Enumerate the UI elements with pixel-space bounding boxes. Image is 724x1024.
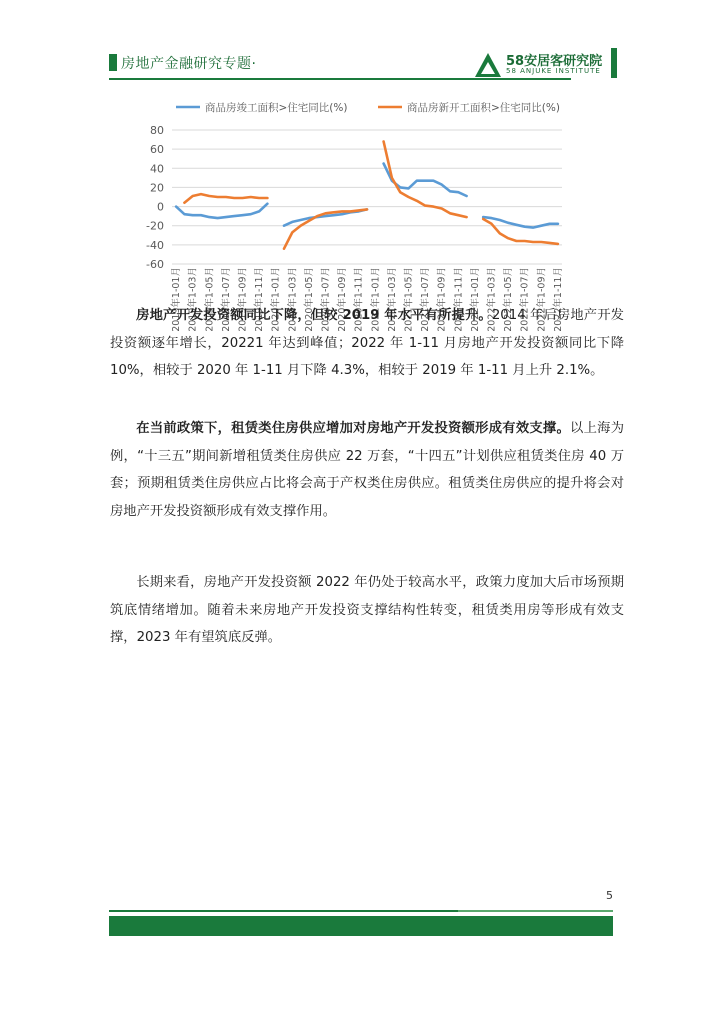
x-tick-label: 2020年1-11月 (353, 267, 365, 332)
x-tick-label: 2019年1-11月 (254, 267, 266, 332)
paragraph-1-lead: 房地产开发投资额同比下降，但较 2019 年水平有所提升。 (136, 308, 492, 323)
x-tick-label: 2019年1-07月 (220, 267, 232, 332)
logo-triangle-icon (474, 52, 502, 78)
series-line-2 (483, 219, 558, 244)
x-tick-label: 2021年1-01月 (370, 267, 382, 332)
y-tick-label: 40 (150, 162, 164, 176)
y-tick-label: -60 (146, 258, 164, 271)
x-tick-label: 2022年1-03月 (486, 267, 498, 332)
y-tick-label: 80 (150, 124, 164, 137)
logo-subtitle: 58 ANJUKE INSTITUTE (506, 67, 601, 75)
paragraph-2 (110, 415, 624, 525)
x-tick-label: 2022年1-05月 (503, 267, 515, 332)
x-tick-label: 2022年1-07月 (519, 267, 531, 332)
x-tick-label: 2020年1-09月 (337, 267, 349, 332)
logo-name: 58安居客研究院 (506, 54, 603, 69)
x-tick-label: 2020年1-05月 (303, 267, 315, 332)
header-right-bar (611, 48, 617, 78)
x-tick-label: 2021年1-07月 (420, 267, 432, 332)
x-tick-label: 2022年1-09月 (536, 267, 548, 332)
series-line-1 (176, 204, 267, 218)
x-tick-label: 2021年1-05月 (403, 267, 415, 332)
paragraph-1-text: 2014 年后房地产开发投资额逐年增长，20221 年达到峰值；2022 年 1-11 月房地产开发投资额同比下降 10%，相较于 2020 年 1-11 月下降 4.3%，相较于 2019 年 1-11 月上升 2.1%。 (110, 308, 624, 378)
x-tick-label: 2019年1-03月 (187, 267, 199, 332)
y-tick-label: 0 (157, 200, 164, 214)
x-tick-label: 2019年1-05月 (204, 267, 216, 332)
paragraph-3 (110, 569, 624, 652)
x-tick-label: 2020年1-01月 (270, 267, 282, 332)
x-tick-label: 2021年1-11月 (453, 267, 465, 332)
header-title: 房地产金融研究专题· (121, 56, 257, 72)
x-tick-label: 2021年1-03月 (386, 267, 398, 332)
y-tick-label: 60 (150, 143, 164, 157)
header-accent-bar (109, 54, 117, 71)
x-tick-label: 2019年1-01月 (171, 267, 183, 332)
x-tick-label: 2019年1-09月 (237, 267, 249, 332)
footer-rule (109, 910, 458, 912)
paragraph-2-text: 以上海为例，“十三五”期间新增租赁类住房供应 22 万套，“十四五”计划供应租赁类住房 40 万套；预期租赁类住房供应占比将会高于产权类住房供应。租赁类住房供应的提升将会对房地产开发投资额形成有效支撑作用。 (110, 421, 625, 519)
x-tick-label: 2021年1-09月 (436, 267, 448, 332)
paragraph-2-lead: 在当前政策下，租赁类住房供应增加对房地产开发投资额形成有效支撑。 (136, 421, 571, 436)
legend-label: 商品房新开工面积>住宅同比(%) (407, 102, 560, 114)
y-tick-label: -20 (146, 219, 164, 233)
series-line-2 (384, 142, 467, 218)
footer-rule-light (458, 910, 613, 912)
x-tick-label: 2020年1-03月 (287, 267, 299, 332)
legend-label: 商品房竣工面积>住宅同比(%) (205, 102, 348, 114)
series-line-2 (184, 194, 267, 203)
x-tick-label: 2020年1-07月 (320, 267, 332, 332)
x-tick-label: 2022年1-01月 (469, 267, 481, 332)
x-tick-label: 2022年1-11月 (552, 267, 564, 332)
institute-logo (474, 49, 614, 81)
y-tick-label: -40 (146, 238, 164, 252)
page-number: 5 (606, 889, 613, 902)
paragraph-3-text: 长期来看，房地产开发投资额 2022 年仍处于较高水平，政策力度加大后市场预期筑底情绪增加。随着未来房地产开发投资支撑结构性转变，租赁类用房等形成有效支撑，2023 年有望筑底反弹。 (110, 575, 624, 645)
paragraph-1 (110, 302, 624, 385)
footer-band (109, 916, 613, 936)
y-tick-label: 20 (150, 181, 164, 195)
